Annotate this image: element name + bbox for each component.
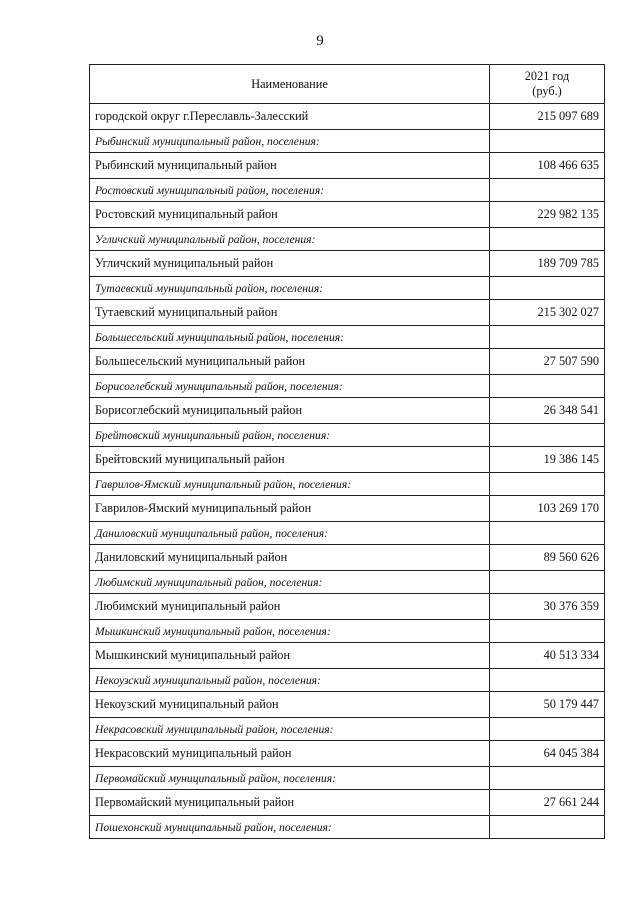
table-row bbox=[90, 104, 605, 130]
row-name-cell: Некрасовский муниципальный район, поселения: bbox=[90, 718, 490, 741]
row-value-cell bbox=[490, 424, 605, 447]
row-value-cell: 27 661 244 bbox=[490, 790, 605, 816]
row-name-cell: Рыбинский муниципальный район bbox=[90, 153, 490, 179]
row-value-cell: 229 982 135 bbox=[490, 202, 605, 228]
row-name-cell: Пошехонский муниципальный район, поселения: bbox=[90, 816, 490, 839]
column-header-unit: (руб.) bbox=[532, 84, 562, 98]
table-row-subheading bbox=[90, 571, 605, 594]
table-row-subheading bbox=[90, 277, 605, 300]
table-row bbox=[90, 741, 605, 767]
table-row bbox=[90, 643, 605, 669]
row-value-cell bbox=[490, 718, 605, 741]
row-name-cell: Борисоглебский муниципальный район, поселения: bbox=[90, 375, 490, 398]
row-value-cell: 19 386 145 bbox=[490, 447, 605, 473]
row-value-cell: 30 376 359 bbox=[490, 594, 605, 620]
row-name-cell: Некоузский муниципальный район bbox=[90, 692, 490, 718]
row-value-cell: 103 269 170 bbox=[490, 496, 605, 522]
row-name-cell: Угличский муниципальный район bbox=[90, 251, 490, 277]
table-row-subheading bbox=[90, 816, 605, 839]
column-header-year bbox=[490, 65, 605, 104]
row-value-cell: 215 097 689 bbox=[490, 104, 605, 130]
row-name-cell: Большесельский муниципальный район bbox=[90, 349, 490, 375]
row-name-cell: Первомайский муниципальный район, поселения: bbox=[90, 767, 490, 790]
row-value-cell bbox=[490, 669, 605, 692]
row-name-cell: Угличский муниципальный район, поселения: bbox=[90, 228, 490, 251]
row-name-cell: Гаврилов-Ямский муниципальный район bbox=[90, 496, 490, 522]
row-name-cell: Гаврилов-Ямский муниципальный район, поселения: bbox=[90, 473, 490, 496]
table-row bbox=[90, 692, 605, 718]
row-name-cell: Тутаевский муниципальный район bbox=[90, 300, 490, 326]
table-row bbox=[90, 545, 605, 571]
row-value-cell: 40 513 334 bbox=[490, 643, 605, 669]
row-name-cell: Брейтовский муниципальный район, поселения: bbox=[90, 424, 490, 447]
row-name-cell: Ростовский муниципальный район, поселения: bbox=[90, 179, 490, 202]
table-row-subheading bbox=[90, 228, 605, 251]
row-value-cell bbox=[490, 130, 605, 153]
row-value-cell bbox=[490, 473, 605, 496]
row-name-cell: Борисоглебский муниципальный район bbox=[90, 398, 490, 424]
table-row-subheading bbox=[90, 130, 605, 153]
row-name-cell: Даниловский муниципальный район bbox=[90, 545, 490, 571]
row-value-cell bbox=[490, 228, 605, 251]
row-name-cell: Первомайский муниципальный район bbox=[90, 790, 490, 816]
table-row bbox=[90, 349, 605, 375]
row-value-cell: 89 560 626 bbox=[490, 545, 605, 571]
row-name-cell: городской округ г.Переславль-Залесский bbox=[90, 104, 490, 130]
table-row bbox=[90, 300, 605, 326]
row-name-cell: Любимский муниципальный район, поселения: bbox=[90, 571, 490, 594]
budget-table bbox=[89, 64, 605, 839]
table-row-subheading bbox=[90, 375, 605, 398]
row-name-cell: Любимский муниципальный район bbox=[90, 594, 490, 620]
page-number: 9 bbox=[316, 33, 324, 49]
row-value-cell: 108 466 635 bbox=[490, 153, 605, 179]
row-value-cell bbox=[490, 326, 605, 349]
column-header-year-label: 2021 год bbox=[524, 69, 570, 83]
table-row bbox=[90, 594, 605, 620]
table-row-subheading bbox=[90, 179, 605, 202]
row-value-cell bbox=[490, 277, 605, 300]
table-row-subheading bbox=[90, 522, 605, 545]
table-row-subheading bbox=[90, 473, 605, 496]
row-value-cell: 189 709 785 bbox=[490, 251, 605, 277]
row-value-cell bbox=[490, 620, 605, 643]
row-value-cell bbox=[490, 767, 605, 790]
column-header-name: Наименование bbox=[90, 65, 490, 104]
table-row-subheading bbox=[90, 669, 605, 692]
table-body bbox=[90, 104, 605, 839]
row-value-cell bbox=[490, 375, 605, 398]
row-name-cell: Ростовский муниципальный район bbox=[90, 202, 490, 228]
row-value-cell bbox=[490, 179, 605, 202]
row-name-cell: Тутаевский муниципальный район, поселения: bbox=[90, 277, 490, 300]
row-value-cell: 27 507 590 bbox=[490, 349, 605, 375]
row-name-cell: Рыбинский муниципальный район, поселения: bbox=[90, 130, 490, 153]
table-row bbox=[90, 496, 605, 522]
table-row-subheading bbox=[90, 424, 605, 447]
table-row-subheading bbox=[90, 620, 605, 643]
row-name-cell: Некрасовский муниципальный район bbox=[90, 741, 490, 767]
row-name-cell: Некоузский муниципальный район, поселения: bbox=[90, 669, 490, 692]
row-value-cell: 64 045 384 bbox=[490, 741, 605, 767]
table-row-subheading bbox=[90, 326, 605, 349]
row-value-cell: 50 179 447 bbox=[490, 692, 605, 718]
table-row-subheading bbox=[90, 718, 605, 741]
table-row bbox=[90, 153, 605, 179]
row-name-cell: Большесельский муниципальный район, поселения: bbox=[90, 326, 490, 349]
row-value-cell bbox=[490, 816, 605, 839]
row-name-cell: Мышкинский муниципальный район, поселения: bbox=[90, 620, 490, 643]
row-name-cell: Мышкинский муниципальный район bbox=[90, 643, 490, 669]
row-name-cell: Даниловский муниципальный район, поселения: bbox=[90, 522, 490, 545]
table-header-row bbox=[90, 65, 605, 104]
table-row bbox=[90, 398, 605, 424]
row-name-cell: Брейтовский муниципальный район bbox=[90, 447, 490, 473]
row-value-cell bbox=[490, 571, 605, 594]
table-row bbox=[90, 202, 605, 228]
row-value-cell: 26 348 541 bbox=[490, 398, 605, 424]
table-row bbox=[90, 447, 605, 473]
row-value-cell: 215 302 027 bbox=[490, 300, 605, 326]
row-value-cell bbox=[490, 522, 605, 545]
table-row bbox=[90, 251, 605, 277]
table-row bbox=[90, 790, 605, 816]
table-row-subheading bbox=[90, 767, 605, 790]
